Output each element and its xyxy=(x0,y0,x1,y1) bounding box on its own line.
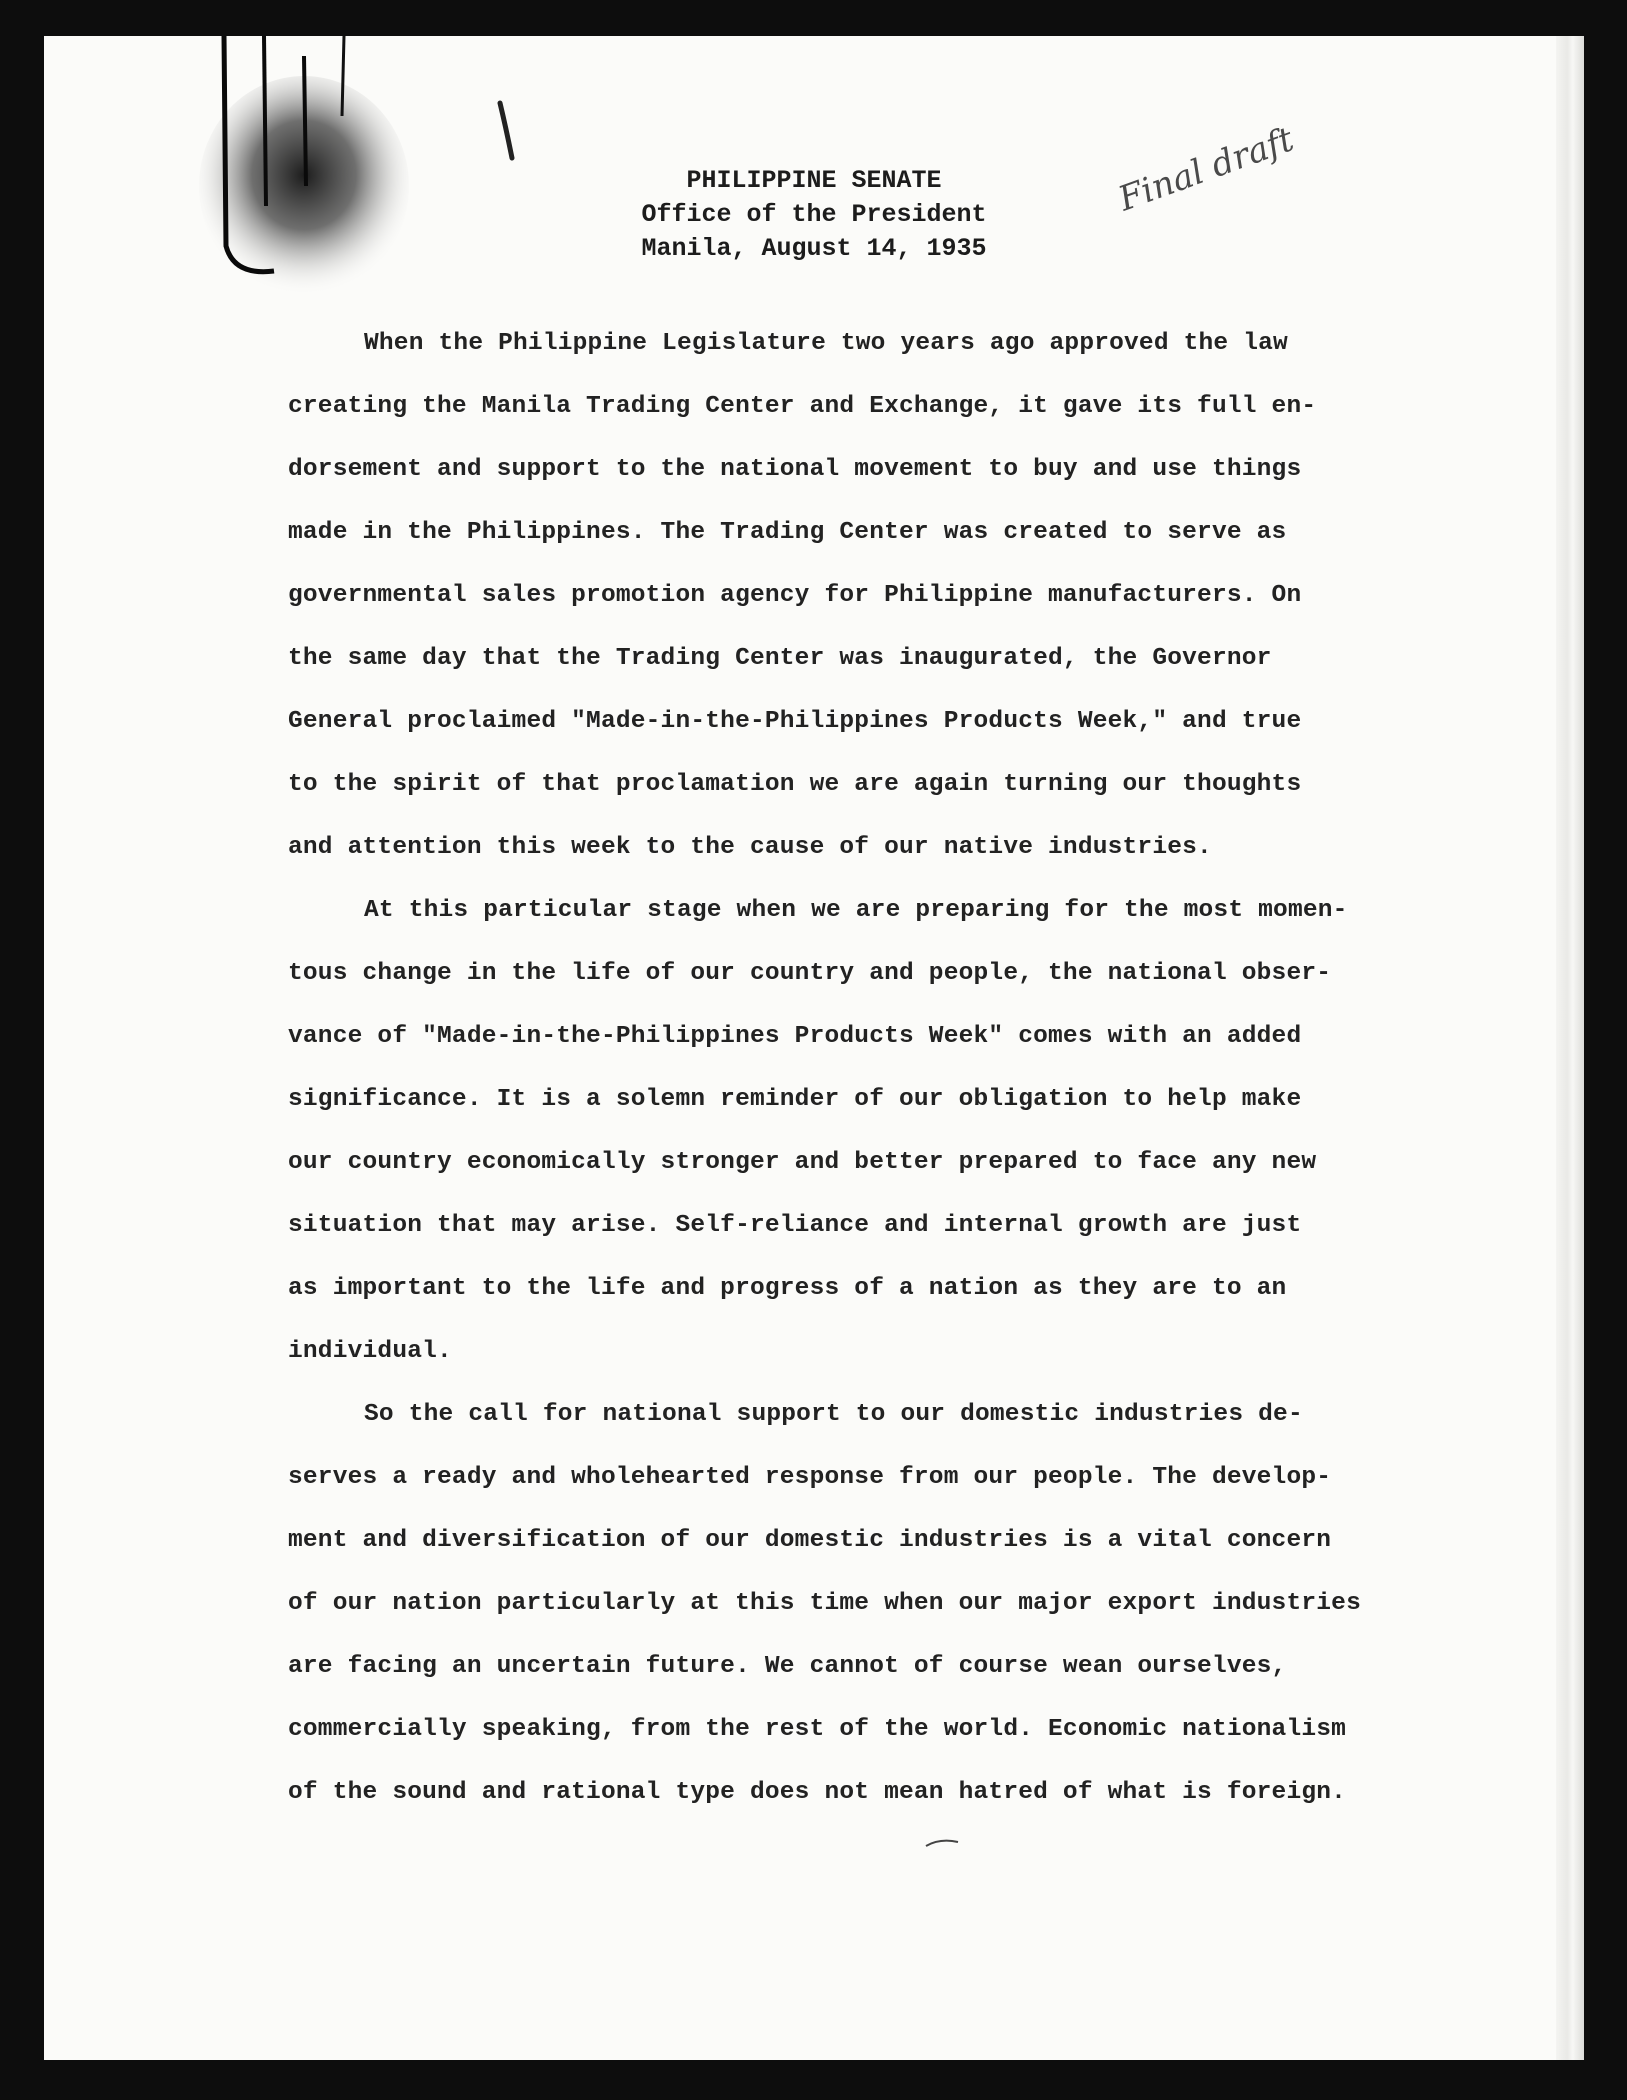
paragraph-2-line: vance of "Made-in-the-Philippines Products Week" comes with an added xyxy=(288,1023,1302,1050)
paragraph-1-line: When the Philippine Legislature two years ago approved the law xyxy=(364,330,1288,357)
paragraph-2-line: At this particular stage when we are preparing for the most momen- xyxy=(364,897,1348,924)
paragraph-2-line: our country economically stronger and better prepared to face any new xyxy=(288,1149,1317,1176)
paragraph-2-line: as important to the life and progress of a nation as they are to an xyxy=(288,1275,1287,1302)
body-text xyxy=(288,312,1488,1824)
letterhead-senate: PHILIPPINE SENATE xyxy=(686,166,942,195)
paragraph-2-line: situation that may arise. Self-reliance and internal growth are just xyxy=(288,1212,1302,1239)
paragraph-3-line: are facing an uncertain future. We cannot of course wean ourselves, xyxy=(288,1653,1287,1680)
paragraph-3-line: of the sound and rational type does not mean hatred of what is foreign. xyxy=(288,1779,1347,1806)
paragraph-2-line: significance. It is a solemn reminder of our obligation to help make xyxy=(288,1086,1302,1113)
letterhead-date: Manila, August 14, 1935 xyxy=(641,234,987,263)
paragraph-2-line: individual. xyxy=(288,1338,452,1365)
paragraph-3-line: serves a ready and wholehearted response from our people. The develop- xyxy=(288,1464,1332,1491)
paragraph-1-line: made in the Philippines. The Trading Center was created to serve as xyxy=(288,519,1287,546)
paragraph-1-line: to the spirit of that proclamation we are again turning our thoughts xyxy=(288,771,1302,798)
paragraph-1-line: and attention this week to the cause of our native industries. xyxy=(288,834,1212,861)
paragraph-3-line: commercially speaking, from the rest of the world. Economic nationalism xyxy=(288,1716,1347,1743)
paragraph-1-line: creating the Manila Trading Center and Exchange, it gave its full en- xyxy=(288,393,1317,420)
paper-edge xyxy=(1556,36,1584,2060)
stray-mark xyxy=(922,1836,962,1850)
paragraph-1-line: General proclaimed "Made-in-the-Philippines Products Week," and true xyxy=(288,708,1302,735)
paragraph-3-line: ment and diversification of our domestic industries is a vital concern xyxy=(288,1527,1332,1554)
handwritten-note: Final draft xyxy=(1113,119,1299,220)
ink-mark xyxy=(492,98,522,168)
handwritten-annotation xyxy=(1104,116,1324,266)
document-page xyxy=(44,36,1584,2060)
letterhead xyxy=(604,164,1024,266)
paragraph-3-line: of our nation particularly at this time when our major export industries xyxy=(288,1590,1361,1617)
paragraph-1-line: governmental sales promotion agency for Philippine manufacturers. On xyxy=(288,582,1302,609)
paragraph-3-line: So the call for national support to our domestic industries de- xyxy=(364,1401,1303,1428)
paragraph-1-line: dorsement and support to the national movement to buy and use things xyxy=(288,456,1302,483)
ink-smudge xyxy=(164,36,414,306)
paragraph-2-line: tous change in the life of our country and people, the national obser- xyxy=(288,960,1332,987)
letterhead-office: Office of the President xyxy=(641,200,987,229)
paragraph-1-line: the same day that the Trading Center was inaugurated, the Governor xyxy=(288,645,1272,672)
